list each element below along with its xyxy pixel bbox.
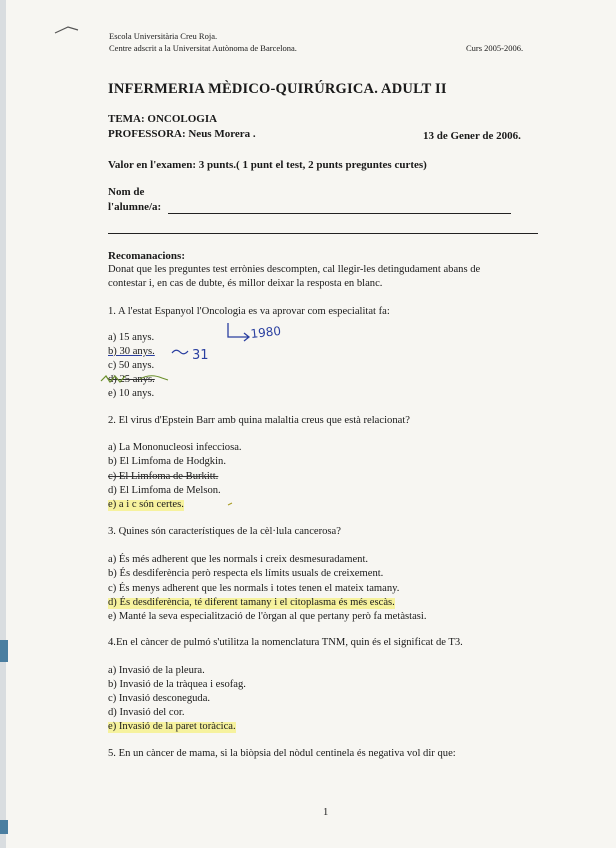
- note-31: 31: [192, 348, 209, 363]
- page-number: 1: [323, 807, 329, 818]
- q3-option-b: b) És desdiferència però respecta els límits usuals de creixement.: [108, 568, 384, 579]
- scribble-mark: [140, 376, 168, 380]
- q2-option-c: c) El Limfoma de Burkitt.: [108, 471, 219, 482]
- question-3: 3. Quines són característiques de la cèl·lula cancerosa?: [108, 526, 341, 537]
- topic: TEMA: ONCOLOGIA: [108, 113, 218, 125]
- pen-mark: [55, 27, 78, 33]
- q1-option-b: b) 30 anys.: [108, 346, 155, 357]
- tick-mark: [228, 503, 232, 505]
- q3-option-c: c) És menys adherent que les normals i totes tenen el mateix tamany.: [108, 583, 400, 594]
- question-4: 4.En el càncer de pulmó s'utilitza la nomenclatura TNM, quin és el significat de T3.: [108, 637, 463, 648]
- q2-option-a: a) La Mononucleosi infecciosa.: [108, 442, 242, 453]
- exam-value: Valor en l'examen: 3 punts.( 1 punt el test, 2 punts preguntes curtes): [108, 159, 427, 171]
- q4-option-d: d) Invasió del cor.: [108, 707, 185, 718]
- teacher: PROFESSORA: Neus Morera .: [108, 128, 256, 140]
- page-title: INFERMERIA MÈDICO-QUIRÚRGICA. ADULT II: [108, 81, 447, 97]
- q3-option-d: d) És desdiferència, té diferent tamany i el citoplasma és més escàs.: [108, 597, 395, 608]
- q4-option-c: c) Invasió desconeguda.: [108, 693, 211, 704]
- tilde-mark: [172, 350, 188, 354]
- q4-option-b: b) Invasió de la tràquea i esofag.: [108, 679, 246, 690]
- q1-option-c: c) 50 anys.: [108, 360, 155, 371]
- school-affiliation: Centre adscrit a la Universitat Autònoma de Barcelona.: [109, 43, 297, 53]
- q2-option-d: d) El Limfoma de Melson.: [108, 485, 221, 496]
- name-label-2: l'alumne/a:: [108, 201, 162, 213]
- question-5: 5. En un càncer de mama, si la biòpsia del nòdul centinela és negativa vol dir que:: [108, 748, 456, 759]
- q2-option-e: e) a i c són certes.: [108, 499, 184, 510]
- recommendations-heading: Recomanacions:: [108, 250, 185, 262]
- q1-option-d: d) 25 anys.: [108, 374, 155, 385]
- q4-option-a: a) Invasió de la pleura.: [108, 665, 205, 676]
- q3-option-a: a) És més adherent que les normals i creix desmesuradament.: [108, 554, 369, 565]
- q1-option-e: e) 10 anys.: [108, 388, 155, 399]
- exam-date: 13 de Gener de 2006.: [423, 130, 521, 142]
- question-1: 1. A l'estat Espanyol l'Oncologia es va aprovar com especialitat fa:: [108, 306, 390, 317]
- q3-option-e: e) Manté la seva especialització de l'òrgan al que pertany però fa metàstasi.: [108, 611, 427, 622]
- name-label: Nom de: [108, 186, 145, 198]
- recommendations-text: Donat que les preguntes test errònies descompten, cal llegir-les detingudament abans de: [108, 264, 481, 275]
- school-name: Escola Universitària Creu Roja.: [109, 31, 218, 41]
- q4-option-e: e) Invasió de la paret toràcica.: [108, 721, 236, 732]
- course-year: Curs 2005-2006.: [466, 43, 524, 53]
- arrow-icon: [228, 323, 249, 341]
- scribble-mark: [101, 376, 125, 382]
- question-2: 2. El virus d'Epstein Barr amb quina malaltia creus que està relacionat?: [108, 415, 410, 426]
- q1-option-a: a) 15 anys.: [108, 332, 155, 343]
- note-1980: 1980: [249, 323, 282, 341]
- recommendations-text: contestar i, en cas de dubte, és millor deixar la resposta en blanc.: [108, 278, 383, 289]
- q2-option-b: b) El Limfoma de Hodgkin.: [108, 456, 226, 467]
